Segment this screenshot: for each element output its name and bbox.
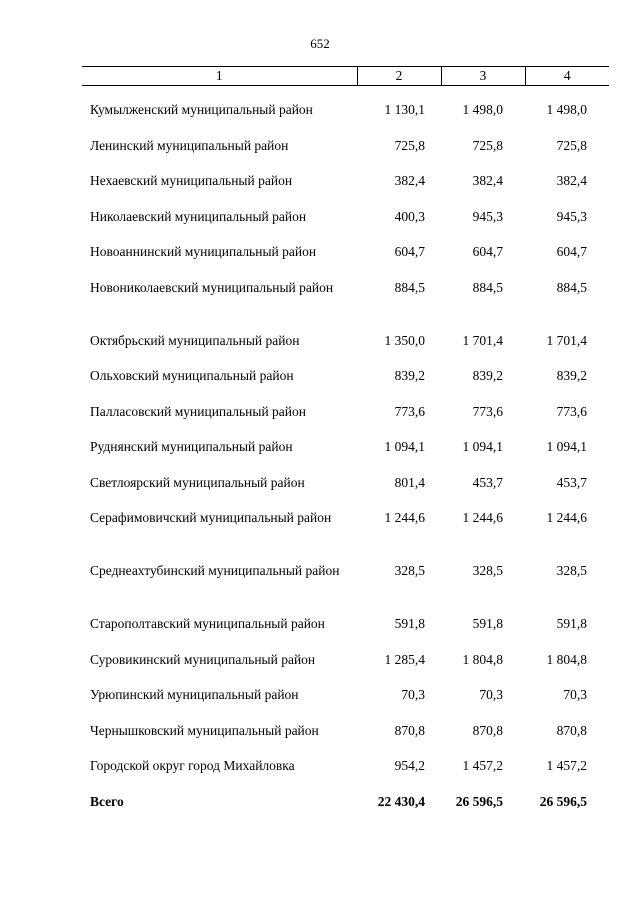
district-name: Городской округ город Михайловка [90,758,295,773]
value-col-4: 1 701,4 [546,332,587,348]
value-col-4: 725,8 [556,137,587,153]
value-col-2: 1 244,6 [384,510,425,525]
district-name: Новоаннинский муниципальный район [90,244,317,259]
total-col-2: 22 430,4 [377,793,425,809]
table-row [82,403,609,439]
value-col-4: 773,6 [556,403,587,419]
value-col-4: 70,3 [563,687,587,702]
header-col-2: 2 [357,67,441,86]
table-row [82,137,609,173]
value-col-3: 453,7 [472,474,503,490]
table-row [82,686,609,722]
value-col-3: 328,5 [472,563,503,578]
value-col-2: 870,8 [394,722,425,738]
value-col-2: 801,4 [394,474,425,490]
table-row [82,208,609,244]
value-col-4: 1 457,2 [546,758,587,773]
value-col-3: 1 498,0 [462,102,503,117]
value-col-4: 870,8 [556,722,587,738]
value-col-2: 1 130,1 [384,102,425,117]
value-col-3: 725,8 [472,137,503,153]
district-name: Серафимовичский муниципальный район [90,510,332,525]
table-row [82,279,609,332]
table-row [82,332,609,368]
value-col-2: 773,6 [394,403,425,419]
header-col-1: 1 [82,67,357,86]
value-col-4: 839,2 [556,368,587,383]
value-col-3: 591,8 [472,616,503,631]
total-row [82,793,609,828]
value-col-2: 591,8 [394,616,425,631]
value-col-2: 954,2 [394,758,425,773]
table-row [82,509,609,562]
value-col-3: 773,6 [472,403,503,419]
value-col-3: 945,3 [472,208,503,224]
value-col-2: 725,8 [394,137,425,153]
table-row [82,101,609,137]
value-col-3: 1 094,1 [462,439,503,454]
value-col-3: 382,4 [472,173,503,188]
value-col-3: 70,3 [479,687,503,702]
value-col-4: 1 094,1 [546,439,587,454]
header-col-4: 4 [525,67,609,86]
district-name: Октябрьский муниципальный район [90,332,300,348]
table-row [82,243,609,279]
table-row [82,651,609,687]
value-col-4: 1 244,6 [546,510,587,525]
value-col-2: 328,5 [394,563,425,578]
table-row [82,615,609,651]
value-col-3: 884,5 [472,279,503,295]
district-name: Нехаевский муниципальный район [90,173,293,188]
header-col-3: 3 [441,67,525,86]
value-col-2: 382,4 [394,173,425,188]
value-col-4: 604,7 [556,244,587,259]
district-name: Палласовский муниципальный район [90,403,306,419]
district-name: Старополтавский муниципальный район [90,616,325,631]
district-name: Светлоярский муниципальный район [90,474,305,490]
value-col-3: 1 244,6 [462,510,503,525]
value-col-4: 945,3 [556,208,587,224]
table-row [82,438,609,474]
value-col-3: 870,8 [472,722,503,738]
district-name: Чернышковский муниципальный район [90,722,319,738]
page-number: 652 [310,36,330,51]
table-row [82,562,609,615]
value-col-4: 1 498,0 [546,102,587,117]
value-col-2: 1 094,1 [384,439,425,454]
district-name: Руднянский муниципальный район [90,439,293,454]
value-col-4: 591,8 [556,616,587,631]
table-row [82,474,609,510]
value-col-2: 839,2 [394,368,425,383]
value-col-3: 604,7 [472,244,503,259]
value-col-2: 1 350,0 [384,332,425,348]
table-row [82,367,609,403]
total-col-3: 26 596,5 [455,793,503,809]
value-col-4: 382,4 [556,173,587,188]
table-row [82,722,609,758]
total-label: Всего [90,793,124,809]
value-col-2: 1 285,4 [384,651,425,667]
district-name: Новониколаевский муниципальный район [90,279,334,295]
value-col-4: 328,5 [556,563,587,578]
value-col-3: 1 804,8 [462,651,503,667]
value-col-4: 1 804,8 [546,651,587,667]
district-name: Ольховский муниципальный район [90,368,294,383]
table-row [82,172,609,208]
value-col-4: 884,5 [556,279,587,295]
district-name: Среднеахтубинский муниципальный район [90,563,340,578]
value-col-2: 604,7 [394,244,425,259]
data-table [82,66,609,828]
district-name: Николаевский муниципальный район [90,208,307,224]
district-name: Суровикинский муниципальный район [90,651,316,667]
value-col-3: 1 457,2 [462,758,503,773]
value-col-3: 839,2 [472,368,503,383]
value-col-2: 400,3 [394,208,425,224]
value-col-2: 70,3 [401,687,425,702]
header-row [82,67,609,86]
value-col-3: 1 701,4 [462,332,503,348]
total-col-4: 26 596,5 [539,793,587,809]
value-col-2: 884,5 [394,279,425,295]
district-name: Урюпинский муниципальный район [90,687,299,702]
value-col-4: 453,7 [556,474,587,490]
district-name: Кумылженский муниципальный район [90,102,313,117]
table-row [82,757,609,793]
district-name: Ленинский муниципальный район [90,137,289,153]
